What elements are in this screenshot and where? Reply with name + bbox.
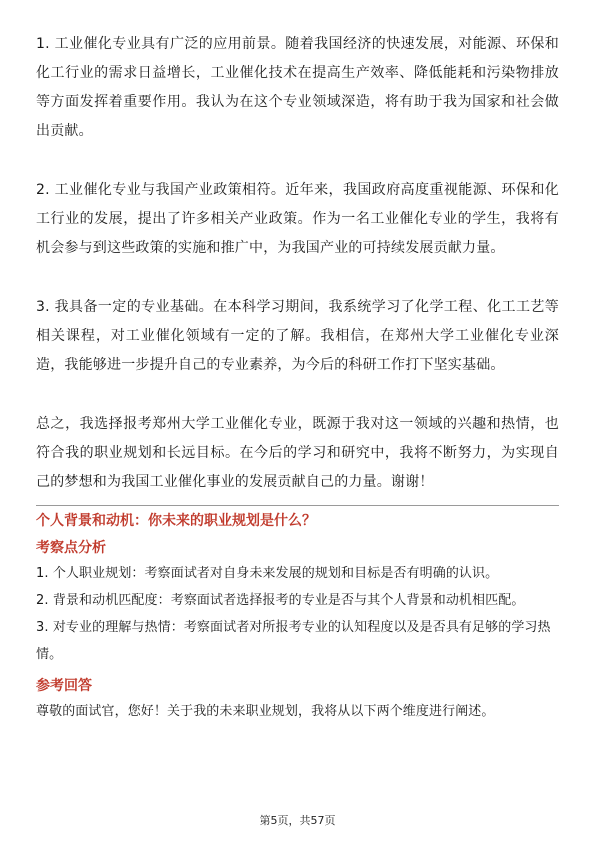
answer-body xyxy=(36,30,559,497)
question-title: 个人背景和动机：你未来的职业规划是什么？ xyxy=(36,513,316,529)
paragraph-conclusion: 总之，我选择报考郑州大学工业催化专业，既源于我对这一领域的兴趣和热情，也符合我的职业规划和长远目标。在今后的学习和研究中，我将不断努力，为实现自己的梦想和为我国工业催化事业的发展贡献自己的力量。谢谢！ xyxy=(36,416,559,490)
analysis-item-3: 3. 对专业的理解与热情：考察面试者对所报考专业的认知程度以及是否具有足够的学习热情。 xyxy=(36,620,551,662)
answer-text: 尊敬的面试官，您好！关于我的未来职业规划，我将从以下两个维度进行阐述。 xyxy=(36,704,495,719)
section-divider xyxy=(36,505,559,506)
analysis-heading: 考察点分析 xyxy=(36,540,106,556)
paragraph-3: 3. 我具备一定的专业基础。在本科学习期间，我系统学习了化学工程、化工工艺等相关课程，对工业催化领域有一定的了解。我相信，在郑州大学工业催化专业深造，我能够进一步提升自己的专业素养，为今后的科研工作打下坚实基础。 xyxy=(36,299,559,373)
paragraph-1: 1. 工业催化专业具有广泛的应用前景。随着我国经济的快速发展，对能源、环保和化工行业的需求日益增长，工业催化技术在提高生产效率、降低能耗和污染物排放等方面发挥着重要作用。我认为在这个专业领域深造，将有助于我为国家和社会做出贡献。 xyxy=(36,36,559,139)
page-number: 第5页，共57页 xyxy=(259,814,336,827)
answer-heading: 参考回答 xyxy=(36,678,92,694)
analysis-item-2: 2. 背景和动机匹配度：考察面试者选择报考的专业是否与其个人背景和动机相匹配。 xyxy=(36,593,525,608)
paragraph-2: 2. 工业催化专业与我国产业政策相符。近年来，我国政府高度重视能源、环保和化工行业的发展，提出了许多相关产业政策。作为一名工业催化专业的学生，我将有机会参与到这些政策的实施和推广中，为我国产业的可持续发展贡献力量。 xyxy=(36,182,559,256)
analysis-item-1: 1. 个人职业规划：考察面试者对自身未来发展的规划和目标是否有明确的认识。 xyxy=(36,566,499,581)
question-section xyxy=(36,509,559,725)
